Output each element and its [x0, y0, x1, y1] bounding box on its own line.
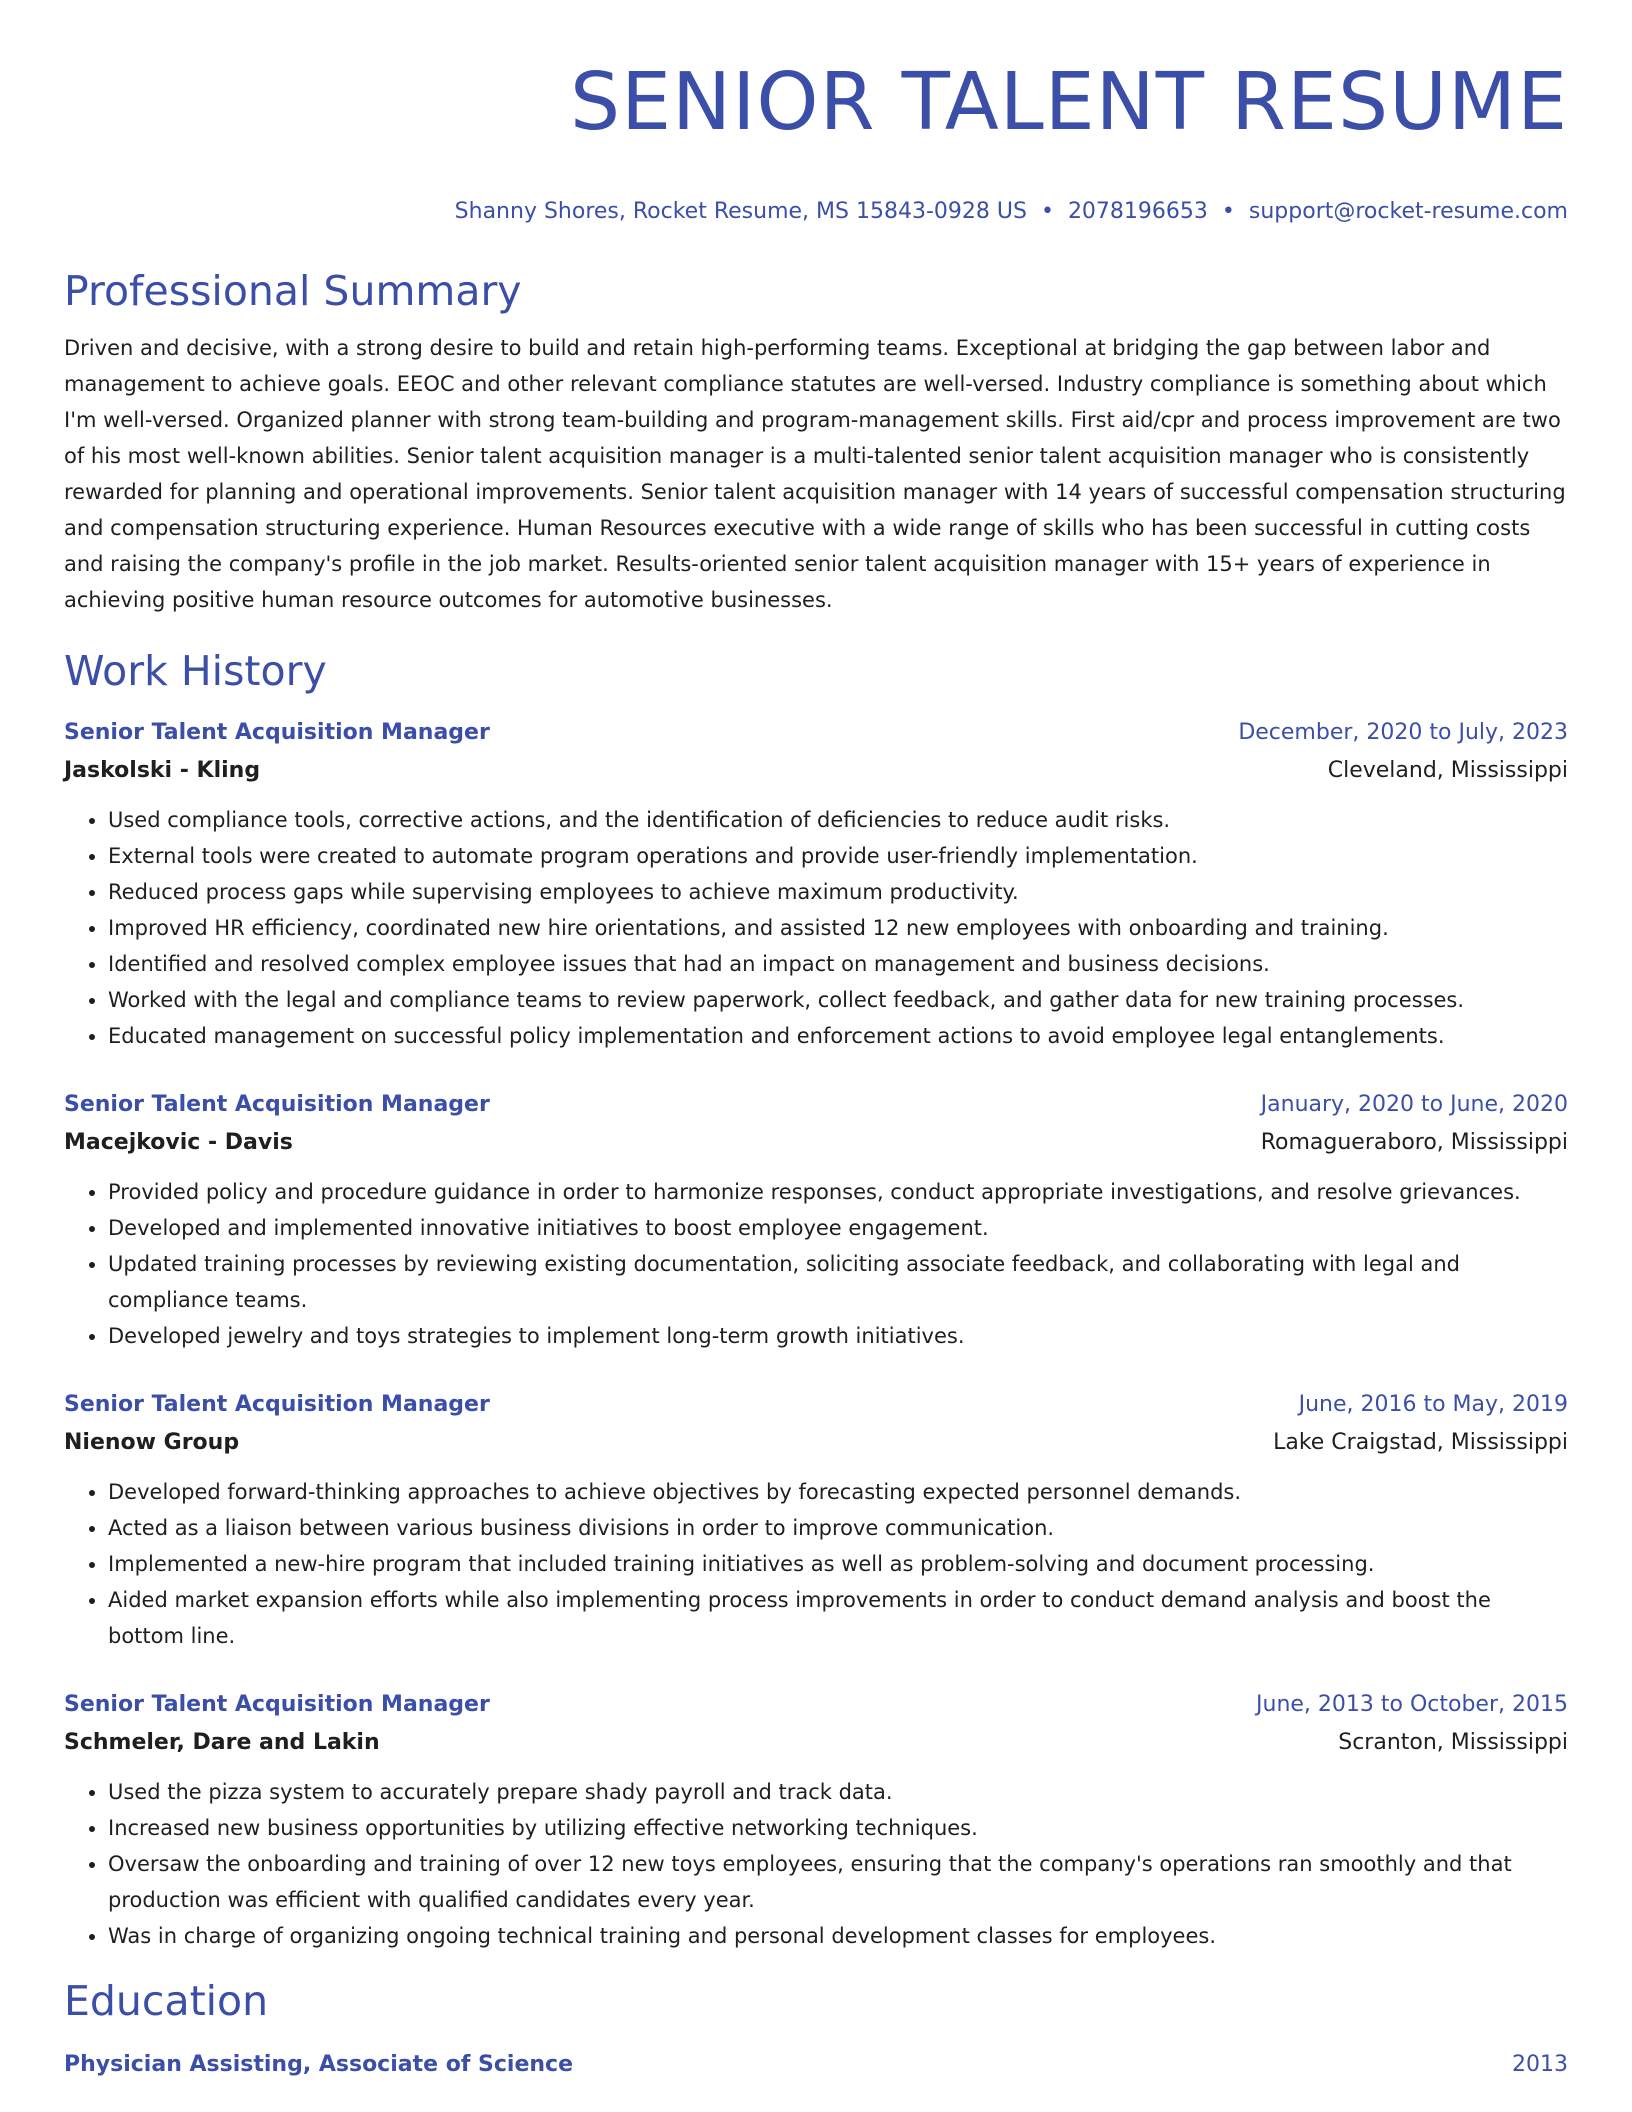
contact-email: support@rocket-resume.com — [1248, 199, 1568, 224]
resume-header — [64, 0, 1568, 226]
summary-heading: Professional Summary — [64, 267, 522, 315]
job-bullet: • Improved HR efficiency, coordinated new hire orientations, and assisted 12 new employees with onboarding and training. — [108, 910, 1568, 946]
job-bullets — [64, 802, 1568, 1054]
job-bullets — [64, 1774, 1568, 1954]
job-entry — [64, 1386, 1568, 1654]
job-company: Schmeler, Dare and Lakin — [64, 1730, 380, 1755]
job-title: Senior Talent Acquisition Manager — [64, 720, 490, 745]
job-company: Jaskolski - Kling — [64, 758, 261, 783]
job-bullet: • Identified and resolved complex employee issues that had an impact on management and business decisions. — [108, 946, 1568, 982]
job-title: Senior Talent Acquisition Manager — [64, 1392, 490, 1417]
job-bullet: • Acted as a liaison between various business divisions in order to improve communication. — [108, 1510, 1568, 1546]
job-title: Senior Talent Acquisition Manager — [64, 1092, 490, 1117]
education-entry — [64, 2046, 1568, 2084]
contact-separator: • — [1221, 199, 1235, 224]
contact-line — [64, 198, 1568, 226]
job-bullet: • Developed jewelry and toys strategies to implement long-term growth initiatives. — [108, 1318, 1568, 1354]
job-title: Senior Talent Acquisition Manager — [64, 1692, 490, 1717]
job-location: Romagueraboro, Mississippi — [1260, 1130, 1568, 1155]
contact-address: Shanny Shores, Rocket Resume, MS 15843-0928 US — [454, 199, 1027, 224]
job-bullet: • Worked with the legal and compliance teams to review paperwork, collect feedback, and gather data for new training processes. — [108, 982, 1568, 1018]
job-dates: January, 2020 to June, 2020 — [1260, 1092, 1568, 1117]
job-dates: June, 2013 to October, 2015 — [1256, 1692, 1568, 1717]
job-bullet: • Was in charge of organizing ongoing technical training and personal development classes for employees. — [108, 1918, 1568, 1954]
summary-text: Driven and decisive, with a strong desire to build and retain high-performing teams. Exceptional at bridging the gap between labor and management to achieve goals. EEOC and other relevant compliance statutes are well-versed. Industry compliance is something about which I'm well-versed. Organized planner with strong team-building and program-management skills. First aid/cpr and process improvement are two of his most well-known abilities. Senior talent acquisition manager is a multi-talented senior talent acquisition manager who is consistently rewarded for planning and operational improvements. Senior talent acquisition manager with 14 years of successful compensation structuring and compensation structuring experience. Human Resources executive with a wide range of skills who has been successful in cutting costs and raising the company's profile in the job market. Results-oriented senior talent acquisition manager with 15+ years of experience in achieving positive human resource outcomes for automotive businesses. — [64, 336, 1566, 612]
job-bullet: • Increased new business opportunities by utilizing effective networking techniques. — [108, 1810, 1568, 1846]
job-bullet: • Developed forward-thinking approaches to achieve objectives by forecasting expected personnel demands. — [108, 1474, 1568, 1510]
job-bullets — [64, 1174, 1568, 1354]
job-bullet: • Reduced process gaps while supervising employees to achieve maximum productivity. — [108, 874, 1568, 910]
job-bullet: • Used the pizza system to accurately prepare shady payroll and track data. — [108, 1774, 1568, 1810]
job-dates: December, 2020 to July, 2023 — [1238, 720, 1568, 745]
job-bullet: • Updated training processes by reviewing existing documentation, soliciting associate feedback, and collaborating with legal and compliance teams. — [108, 1246, 1568, 1318]
job-location: Cleveland, Mississippi — [1327, 758, 1568, 783]
work-history-heading: Work History — [64, 647, 327, 695]
job-company: Nienow Group — [64, 1430, 240, 1455]
job-bullet: • Educated management on successful policy implementation and enforcement actions to avoid employee legal entanglements. — [108, 1018, 1568, 1054]
job-bullet: • Provided policy and procedure guidance in order to harmonize responses, conduct appropriate investigations, and resolve grievances. — [108, 1174, 1568, 1210]
contact-phone: 2078196653 — [1067, 199, 1208, 224]
education-degree: Physician Assisting, Associate of Science — [64, 2052, 574, 2077]
job-bullet: • Developed and implemented innovative initiatives to boost employee engagement. — [108, 1210, 1568, 1246]
job-company: Macejkovic - Davis — [64, 1130, 293, 1155]
job-dates: June, 2016 to May, 2019 — [1298, 1392, 1568, 1417]
job-location: Scranton, Mississippi — [1338, 1730, 1568, 1755]
job-bullets — [64, 1474, 1568, 1654]
education-year: 2013 — [1512, 2052, 1568, 2077]
job-bullet: • Implemented a new-hire program that included training initiatives as well as problem-solving and document processing. — [108, 1546, 1568, 1582]
job-entry — [64, 1086, 1568, 1354]
contact-separator: • — [1040, 199, 1054, 224]
education-heading: Education — [64, 1977, 269, 2025]
job-bullet: • Aided market expansion efforts while also implementing process improvements in order to conduct demand analysis and boost the bottom line. — [108, 1582, 1568, 1654]
job-bullet: • External tools were created to automate program operations and provide user-friendly implementation. — [108, 838, 1568, 874]
resume-page — [64, 0, 1568, 2084]
job-entry — [64, 714, 1568, 1054]
resume-name: SENIOR TALENT RESUME — [569, 56, 1568, 148]
job-bullet: • Used compliance tools, corrective actions, and the identification of deficiencies to reduce audit risks. — [108, 802, 1568, 838]
job-entry — [64, 1686, 1568, 1954]
job-bullet: • Oversaw the onboarding and training of over 12 new toys employees, ensuring that the company's operations ran smoothly and that production was efficient with qualified candidates every year. — [108, 1846, 1568, 1918]
job-location: Lake Craigstad, Mississippi — [1273, 1430, 1568, 1455]
